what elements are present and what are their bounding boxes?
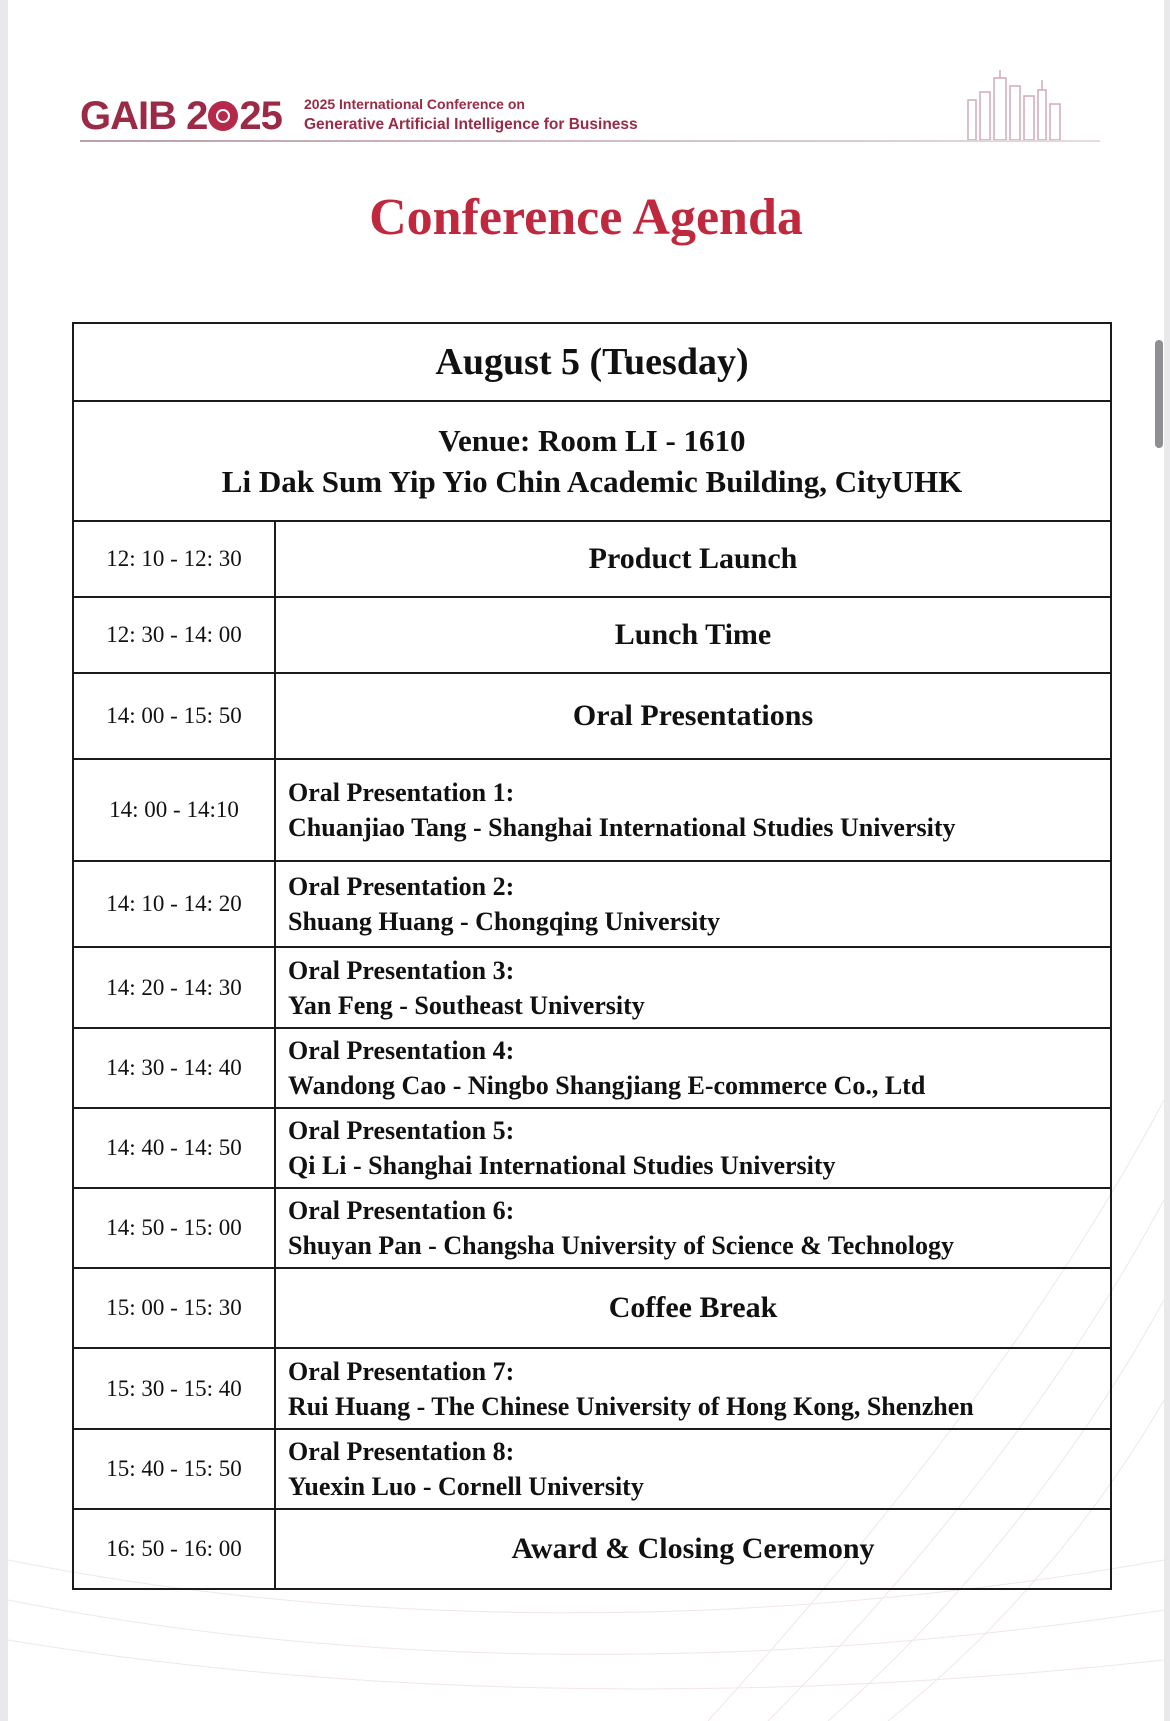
conference-logo xyxy=(80,94,282,138)
time-cell: 14: 30 - 14: 40 xyxy=(73,1028,275,1108)
presentation-cell xyxy=(275,947,1111,1028)
time-cell: 14: 40 - 14: 50 xyxy=(73,1108,275,1188)
time-cell: 15: 00 - 15: 30 xyxy=(73,1268,275,1348)
presentation-title: Oral Presentation 4: xyxy=(288,1036,515,1065)
event-cell: Award & Closing Ceremony xyxy=(275,1509,1111,1589)
city-skyline-icon xyxy=(960,70,1080,140)
presentation-speaker: Yan Feng - Southeast University xyxy=(288,990,645,1020)
logo-text-prefix: GAIB 2 xyxy=(80,94,208,138)
presentation-title: Oral Presentation 6: xyxy=(288,1196,515,1225)
table-row xyxy=(73,673,1111,759)
agenda-table xyxy=(72,322,1112,1590)
venue-row xyxy=(73,401,1111,521)
bauhinia-logo-icon xyxy=(208,101,238,131)
time-cell: 16: 50 - 16: 00 xyxy=(73,1509,275,1589)
presentation-cell xyxy=(275,1108,1111,1188)
presentation-title: Oral Presentation 7: xyxy=(288,1356,515,1386)
presentation-cell xyxy=(275,861,1111,947)
presentation-title: Oral Presentation 5: xyxy=(288,1116,515,1145)
time-cell: 12: 10 - 12: 30 xyxy=(73,521,275,597)
conference-header xyxy=(80,88,1100,148)
day-row xyxy=(73,323,1111,401)
presentation-title: Oral Presentation 3: xyxy=(288,955,515,985)
event-cell: Oral Presentations xyxy=(275,673,1111,759)
event-cell: Product Launch xyxy=(275,521,1111,597)
logo-text-suffix: 25 xyxy=(239,94,282,138)
event-cell: Coffee Break xyxy=(275,1268,1111,1348)
presentation-title: Oral Presentation 1: xyxy=(288,778,515,807)
table-row xyxy=(73,1268,1111,1348)
presentation-speaker: Wandong Cao - Ningbo Shangjiang E-commerce Co., Ltd xyxy=(288,1071,926,1100)
time-cell: 14: 00 - 14:10 xyxy=(73,759,275,861)
table-row xyxy=(73,1348,1111,1429)
presentation-speaker: Shuyan Pan - Changsha University of Science & Technology xyxy=(288,1231,954,1260)
time-cell: 15: 40 - 15: 50 xyxy=(73,1429,275,1509)
conference-name-line2: Generative Artificial Intelligence for Business xyxy=(304,116,638,133)
presentation-cell xyxy=(275,1188,1111,1268)
time-cell: 14: 50 - 15: 00 xyxy=(73,1188,275,1268)
time-cell: 14: 20 - 14: 30 xyxy=(73,947,275,1028)
table-row xyxy=(73,1028,1111,1108)
table-row xyxy=(73,1188,1111,1268)
day-heading: August 5 (Tuesday) xyxy=(73,323,1111,401)
agenda-page xyxy=(8,0,1164,1721)
table-row xyxy=(73,1509,1111,1589)
time-cell: 12: 30 - 14: 00 xyxy=(73,597,275,673)
presentation-title: Oral Presentation 8: xyxy=(288,1437,515,1466)
table-row xyxy=(73,861,1111,947)
table-row xyxy=(73,521,1111,597)
presentation-speaker: Shuang Huang - Chongqing University xyxy=(288,907,721,936)
presentation-speaker: Qi Li - Shanghai International Studies University xyxy=(288,1151,836,1180)
header-divider xyxy=(80,140,1100,142)
time-cell: 15: 30 - 15: 40 xyxy=(73,1348,275,1429)
venue-room: Venue: Room LI - 1610 xyxy=(438,423,746,458)
table-row xyxy=(73,597,1111,673)
presentation-title: Oral Presentation 2: xyxy=(288,872,515,901)
presentation-speaker: Yuexin Luo - Cornell University xyxy=(288,1472,644,1501)
time-cell: 14: 10 - 14: 20 xyxy=(73,861,275,947)
page-title: Conference Agenda xyxy=(369,189,803,246)
presentation-cell xyxy=(275,1028,1111,1108)
presentation-cell xyxy=(275,1348,1111,1429)
table-row xyxy=(73,1429,1111,1509)
venue-cell xyxy=(73,401,1111,521)
event-cell: Lunch Time xyxy=(275,597,1111,673)
time-cell: 14: 00 - 15: 50 xyxy=(73,673,275,759)
presentation-speaker: Chuanjiao Tang - Shanghai International Studies University xyxy=(288,813,956,842)
table-row xyxy=(73,1108,1111,1188)
presentation-cell xyxy=(275,1429,1111,1509)
presentation-cell xyxy=(275,759,1111,861)
table-row xyxy=(73,759,1111,861)
presentation-speaker: Rui Huang - The Chinese University of Hong Kong, Shenzhen xyxy=(288,1391,974,1421)
venue-building: Li Dak Sum Yip Yio Chin Academic Building, CityUHK xyxy=(221,464,963,499)
conference-name-line1: 2025 International Conference on xyxy=(304,96,525,112)
table-row xyxy=(73,947,1111,1028)
vertical-scrollbar[interactable] xyxy=(1155,340,1163,448)
